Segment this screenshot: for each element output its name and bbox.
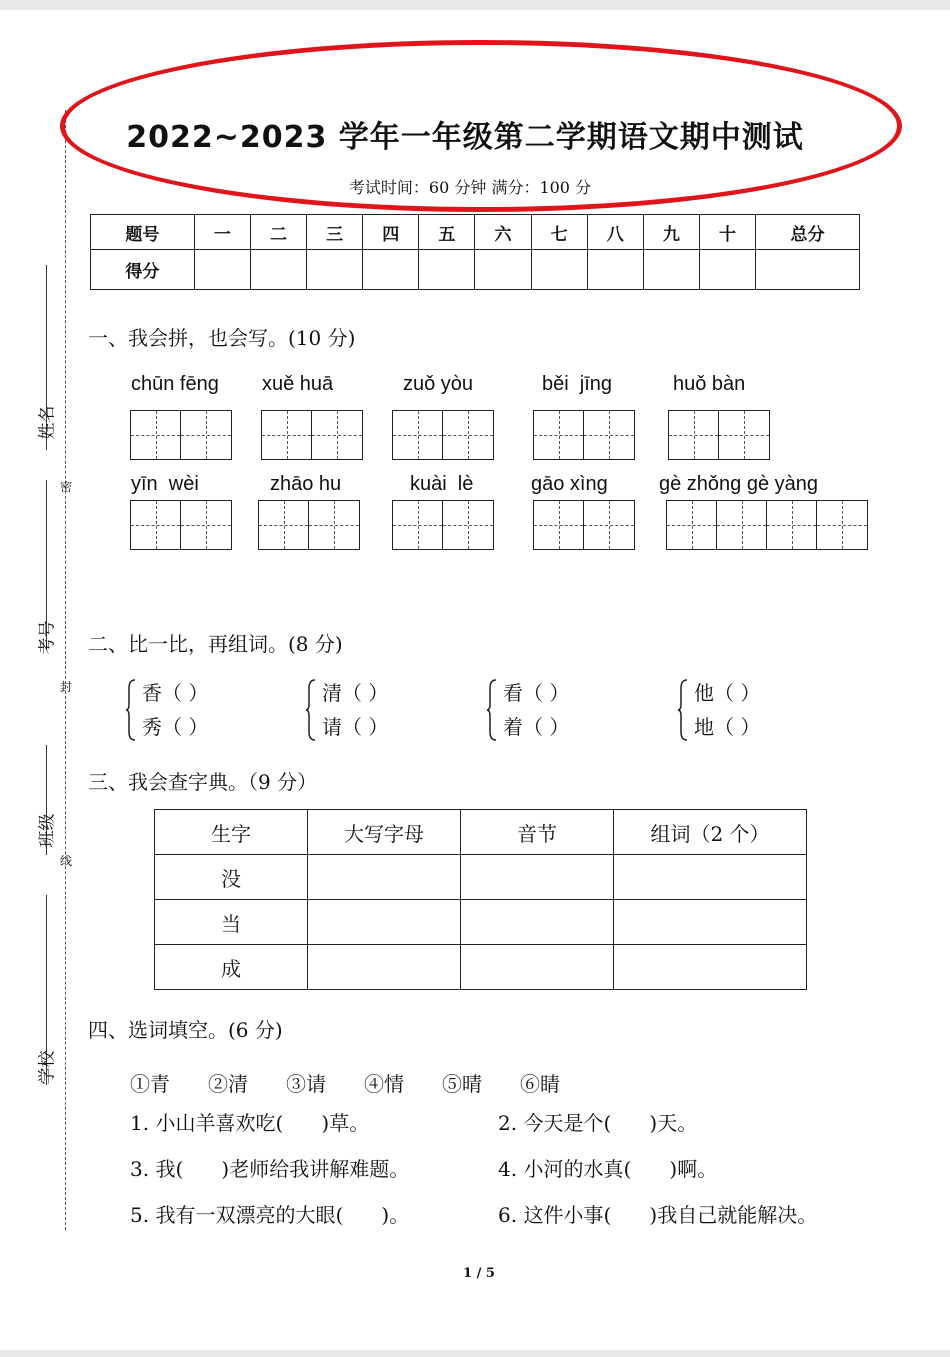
pinyin: chūn fēng bbox=[131, 373, 219, 395]
answer-cell[interactable] bbox=[614, 900, 807, 945]
score-row bbox=[91, 250, 860, 290]
score-col: 七 bbox=[531, 215, 587, 250]
binding-dashed-line bbox=[65, 110, 66, 1230]
answer-cell[interactable] bbox=[461, 945, 614, 990]
score-col: 总分 bbox=[756, 215, 860, 250]
score-cell[interactable] bbox=[194, 250, 250, 290]
compare-item: 看（ ） bbox=[503, 681, 570, 705]
score-cell[interactable] bbox=[363, 250, 419, 290]
dict-header: 大写字母 bbox=[308, 810, 461, 855]
pinyin: kuài lè bbox=[410, 473, 474, 495]
score-cell[interactable] bbox=[643, 250, 699, 290]
score-cell[interactable] bbox=[756, 250, 860, 290]
word-option: ⑥睛 bbox=[520, 1072, 560, 1096]
word-option: ③请 bbox=[286, 1072, 326, 1096]
compare-item: 香（ ） bbox=[142, 681, 209, 705]
brace-icon bbox=[677, 678, 689, 742]
score-cell[interactable] bbox=[419, 250, 475, 290]
score-col: 三 bbox=[307, 215, 363, 250]
answer-cell[interactable] bbox=[461, 900, 614, 945]
score-row-label: 得分 bbox=[91, 250, 195, 290]
writing-grid[interactable] bbox=[258, 500, 360, 550]
brace-icon bbox=[125, 678, 137, 742]
pinyin: yīn wèi bbox=[131, 473, 199, 495]
dict-char: 成 bbox=[155, 945, 308, 990]
score-col: 二 bbox=[250, 215, 306, 250]
word-option: ①青 bbox=[130, 1072, 170, 1096]
fill-blank-question: 1. 小山羊喜欢吃( )草。 bbox=[130, 1111, 370, 1135]
side-label-name: 姓名 bbox=[37, 405, 58, 440]
writing-grid[interactable] bbox=[533, 500, 635, 550]
writing-grid[interactable] bbox=[666, 500, 868, 550]
seal-char-1: 密 bbox=[60, 480, 73, 494]
brace-icon bbox=[305, 678, 317, 742]
fill-blank-question: 5. 我有一双漂亮的大眼( )。 bbox=[130, 1203, 410, 1227]
compare-item: 秀（ ） bbox=[142, 715, 209, 739]
score-cell[interactable] bbox=[475, 250, 531, 290]
fill-blank-question: 3. 我( )老师给我讲解难题。 bbox=[130, 1157, 410, 1181]
dict-row bbox=[155, 900, 807, 945]
char-pair bbox=[503, 676, 569, 744]
compare-item: 请（ ） bbox=[322, 715, 389, 739]
score-col: 题号 bbox=[91, 215, 195, 250]
seal-char-2: 封 bbox=[60, 680, 73, 694]
compare-item: 清（ ） bbox=[322, 681, 389, 705]
fill-blank-question: 4. 小河的水真( )啊。 bbox=[498, 1157, 718, 1181]
score-col: 六 bbox=[475, 215, 531, 250]
word-option: ②清 bbox=[208, 1072, 248, 1096]
pinyin: gè zhǒng gè yàng bbox=[659, 473, 819, 495]
char-pair bbox=[694, 676, 760, 744]
answer-cell[interactable] bbox=[308, 945, 461, 990]
pinyin: zuǒ yòu bbox=[403, 373, 474, 395]
side-label-class: 班级 bbox=[37, 813, 58, 848]
red-highlight-oval bbox=[60, 40, 902, 212]
score-header-row bbox=[91, 215, 860, 250]
side-label-exam-number: 考号 bbox=[37, 620, 58, 655]
fill-blank-question: 6. 这件小事( )我自己就能解决。 bbox=[498, 1203, 818, 1227]
section-1-heading: 一、我会拼，也会写。(10 分) bbox=[88, 326, 356, 350]
dict-row bbox=[155, 945, 807, 990]
score-cell[interactable] bbox=[250, 250, 306, 290]
pinyin: xuě huā bbox=[262, 373, 334, 395]
compare-item: 地（ ） bbox=[694, 715, 761, 739]
page-number: 1 / 5 bbox=[463, 1266, 495, 1281]
exam-page bbox=[0, 10, 950, 1350]
score-cell[interactable] bbox=[531, 250, 587, 290]
exam-info: 考试时间：60 分钟 满分：100 分 bbox=[348, 178, 592, 197]
pinyin: gāo xìng bbox=[531, 473, 608, 495]
pinyin: huǒ bàn bbox=[673, 373, 746, 395]
section-3-heading: 三、我会查字典。（9 分） bbox=[88, 770, 318, 794]
pinyin: zhāo hu bbox=[270, 473, 342, 495]
writing-grid[interactable] bbox=[533, 410, 635, 460]
page-title: 2022~2023 学年一年级第二学期语文期中测试 bbox=[126, 120, 804, 155]
word-option: ⑤晴 bbox=[442, 1072, 482, 1096]
score-col: 一 bbox=[194, 215, 250, 250]
section-2-heading: 二、比一比，再组词。(8 分) bbox=[88, 632, 343, 656]
writing-grid[interactable] bbox=[130, 410, 232, 460]
dict-char: 当 bbox=[155, 900, 308, 945]
dict-header: 音节 bbox=[461, 810, 614, 855]
dict-header: 组词（2 个） bbox=[614, 810, 807, 855]
score-col: 五 bbox=[419, 215, 475, 250]
dict-row bbox=[155, 855, 807, 900]
answer-cell[interactable] bbox=[308, 900, 461, 945]
word-option: ④情 bbox=[364, 1072, 404, 1096]
answer-cell[interactable] bbox=[614, 945, 807, 990]
dict-char: 没 bbox=[155, 855, 308, 900]
dict-header-row bbox=[155, 810, 807, 855]
brace-icon bbox=[486, 678, 498, 742]
dict-header: 生字 bbox=[155, 810, 308, 855]
char-pair bbox=[142, 676, 208, 744]
answer-cell[interactable] bbox=[461, 855, 614, 900]
section-4-heading: 四、选词填空。(6 分) bbox=[88, 1018, 283, 1042]
writing-grid[interactable] bbox=[130, 500, 232, 550]
score-col: 九 bbox=[643, 215, 699, 250]
side-label-school: 学校 bbox=[37, 1050, 58, 1085]
compare-item: 着（ ） bbox=[503, 715, 570, 739]
dictionary-table bbox=[154, 809, 807, 990]
score-cell[interactable] bbox=[699, 250, 755, 290]
score-cell[interactable] bbox=[587, 250, 643, 290]
score-col: 八 bbox=[587, 215, 643, 250]
pinyin: běi jīng bbox=[542, 373, 613, 395]
compare-item: 他（ ） bbox=[694, 681, 761, 705]
writing-grid[interactable] bbox=[392, 410, 494, 460]
seal-char-3: 线 bbox=[60, 854, 73, 868]
answer-cell[interactable] bbox=[308, 855, 461, 900]
score-table bbox=[90, 214, 860, 290]
score-col: 十 bbox=[699, 215, 755, 250]
score-col: 四 bbox=[363, 215, 419, 250]
writing-grid[interactable] bbox=[668, 410, 770, 460]
answer-cell[interactable] bbox=[614, 855, 807, 900]
char-pair bbox=[322, 676, 388, 744]
fill-blank-question: 2. 今天是个( )天。 bbox=[498, 1111, 698, 1135]
writing-grid[interactable] bbox=[261, 410, 363, 460]
score-cell[interactable] bbox=[307, 250, 363, 290]
writing-grid[interactable] bbox=[392, 500, 494, 550]
